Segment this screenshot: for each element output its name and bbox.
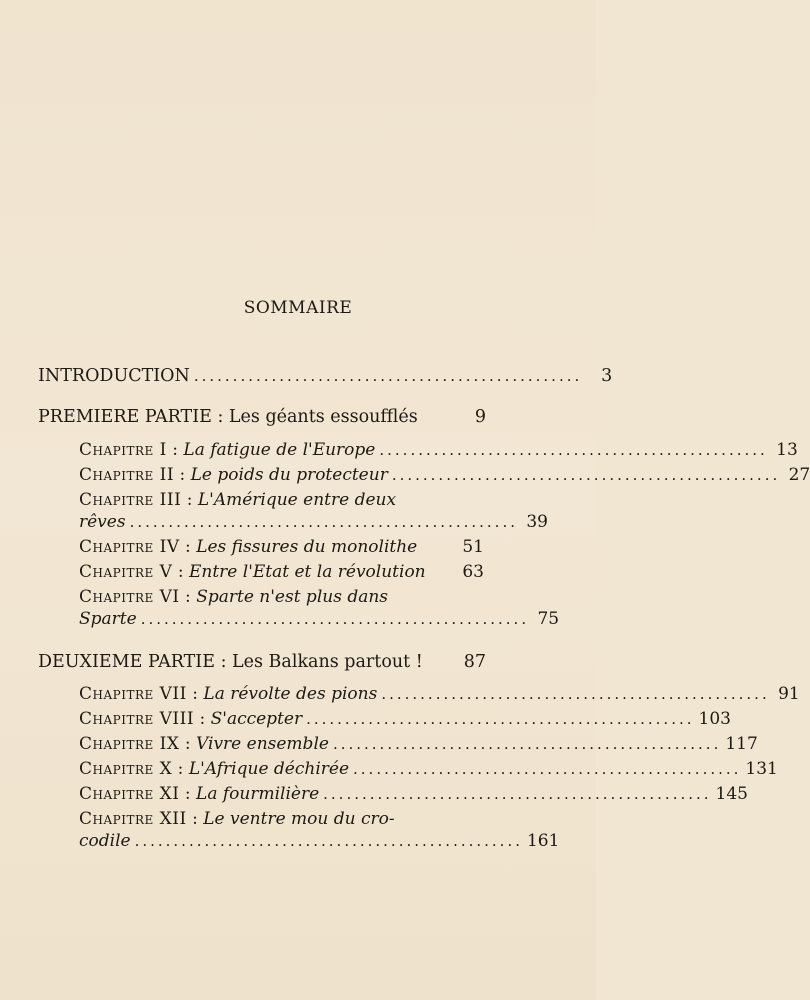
page-number: 51 [462,537,484,557]
chapter-title: L'Afrique déchirée [188,759,350,779]
chapter-label: Chapitre I [79,440,167,460]
page-number: 91 [778,684,800,704]
chapter-title: Le ventre mou du cro- [203,809,395,829]
chapter-title-continued: rêves [79,512,126,532]
leader-dots: .................................................. [134,832,523,850]
toc-entry-chapter-8: Chapitre VIII : S'accepter .................................................. 103 [79,709,731,729]
chapter-title: La fourmilière [196,784,320,804]
chapter-label: Chapitre IX [79,734,180,754]
toc-entry-chapter-1: Chapitre I : La fatigue de l'Europe .................................................. 13 [79,440,798,460]
leader-dots: .................................................. [379,441,768,459]
page-number: 39 [526,512,548,532]
toc-entry-part-2 [38,651,486,673]
toc-entry-chapter-5: Chapitre V : Entre l'Etat et la révolution 63 [79,562,484,582]
page-number: 9 [474,407,486,427]
chapter-title: L'Amérique entre deux [197,490,397,510]
chapter-label: Chapitre VI [79,587,180,607]
page-number: 161 [526,831,560,851]
page-number: 131 [745,759,778,779]
toc-entry-chapter-3-continued [79,511,548,533]
part-separator: : [215,652,233,672]
chapter-title: Vivre ensemble [196,734,329,754]
page-number: 13 [776,440,798,460]
leader-dots: .................................................. [140,610,530,628]
chapter-label: Chapitre XI [79,784,180,804]
leader-dots: .................................................. [129,513,518,531]
page-number: 75 [537,609,560,629]
page-number: 27 [788,465,810,485]
chapter-title: Entre l'Etat et la révolution [188,562,426,582]
part-title: Les géants essoufflés [228,407,418,427]
page-number: 145 [715,784,748,804]
page-number: 3 [601,366,613,386]
chapter-title: La fatigue de l'Europe [183,440,376,460]
toc-entry-chapter-12: Chapitre XII : Le ventre mou du cro- [79,809,395,829]
chapter-title-continued: Sparte [79,609,137,629]
chapter-label: Chapitre VIII [79,709,195,729]
toc-entry-chapter-6-continued [79,608,560,630]
entry-label: INTRODUCTION [38,366,190,386]
leader-dots: .................................................. [332,735,722,753]
part-label: DEUXIEME PARTIE [38,652,215,672]
page-number: 103 [698,709,731,729]
leader-dots: .................................................. [381,685,770,703]
leader-dots: .................................................. [193,367,583,385]
toc-entry-chapter-11: Chapitre XI : La fourmilière .................................................. 145 [79,784,748,804]
chapter-label: Chapitre II [79,465,175,485]
part-title: Les Balkans partout ! [232,652,423,672]
page-number: 63 [462,562,484,582]
chapter-title-continued: codile [79,831,131,851]
toc-entry-chapter-7: Chapitre VII : La révolte des pions .................................................. 91 [79,684,800,704]
chapter-title: Sparte n'est plus dans [196,587,389,607]
toc-entry-chapter-12-continued [79,830,560,852]
toc-entry-chapter-9: Chapitre IX : Vivre ensemble .................................................. 117 [79,734,758,754]
leader-dots: .................................................. [306,710,695,728]
page-number: 87 [463,652,486,672]
chapter-label: Chapitre VII [79,684,187,704]
toc-entry-chapter-2: Chapitre II : Le poids du protecteur .................................................. 27 [79,465,810,485]
leader-dots: .................................................. [391,466,781,484]
page-number: 117 [725,734,758,754]
part-separator: : [211,407,229,427]
chapter-title: Les fissures du monolithe [196,537,418,557]
leader-dots: .................................................. [353,760,742,778]
chapter-label: Chapitre III [79,490,182,510]
chapter-title: Le poids du protecteur [190,465,388,485]
toc-entry-chapter-4: Chapitre IV : Les fissures du monolithe 51 [79,537,484,557]
chapter-title: La révolte des pions [203,684,378,704]
page-title: SOMMAIRE [243,298,353,318]
part-label: PREMIERE PARTIE [38,407,212,427]
toc-entry-part-1 [38,406,486,428]
chapter-label: Chapitre V [79,562,173,582]
leader-dots: .................................................. [323,785,712,803]
chapter-label: Chapitre IV [79,537,180,557]
toc-entry-chapter-3: Chapitre III : L'Amérique entre deux [79,490,397,510]
chapter-label: Chapitre X [79,759,173,779]
toc-entry-chapter-10: Chapitre X : L'Afrique déchirée .................................................. 131 [79,759,778,779]
chapter-title: S'accepter [210,709,303,729]
toc-entry-chapter-6: Chapitre VI : Sparte n'est plus dans [79,587,389,607]
chapter-label: Chapitre XII [79,809,187,829]
toc-entry-introduction [38,365,613,387]
